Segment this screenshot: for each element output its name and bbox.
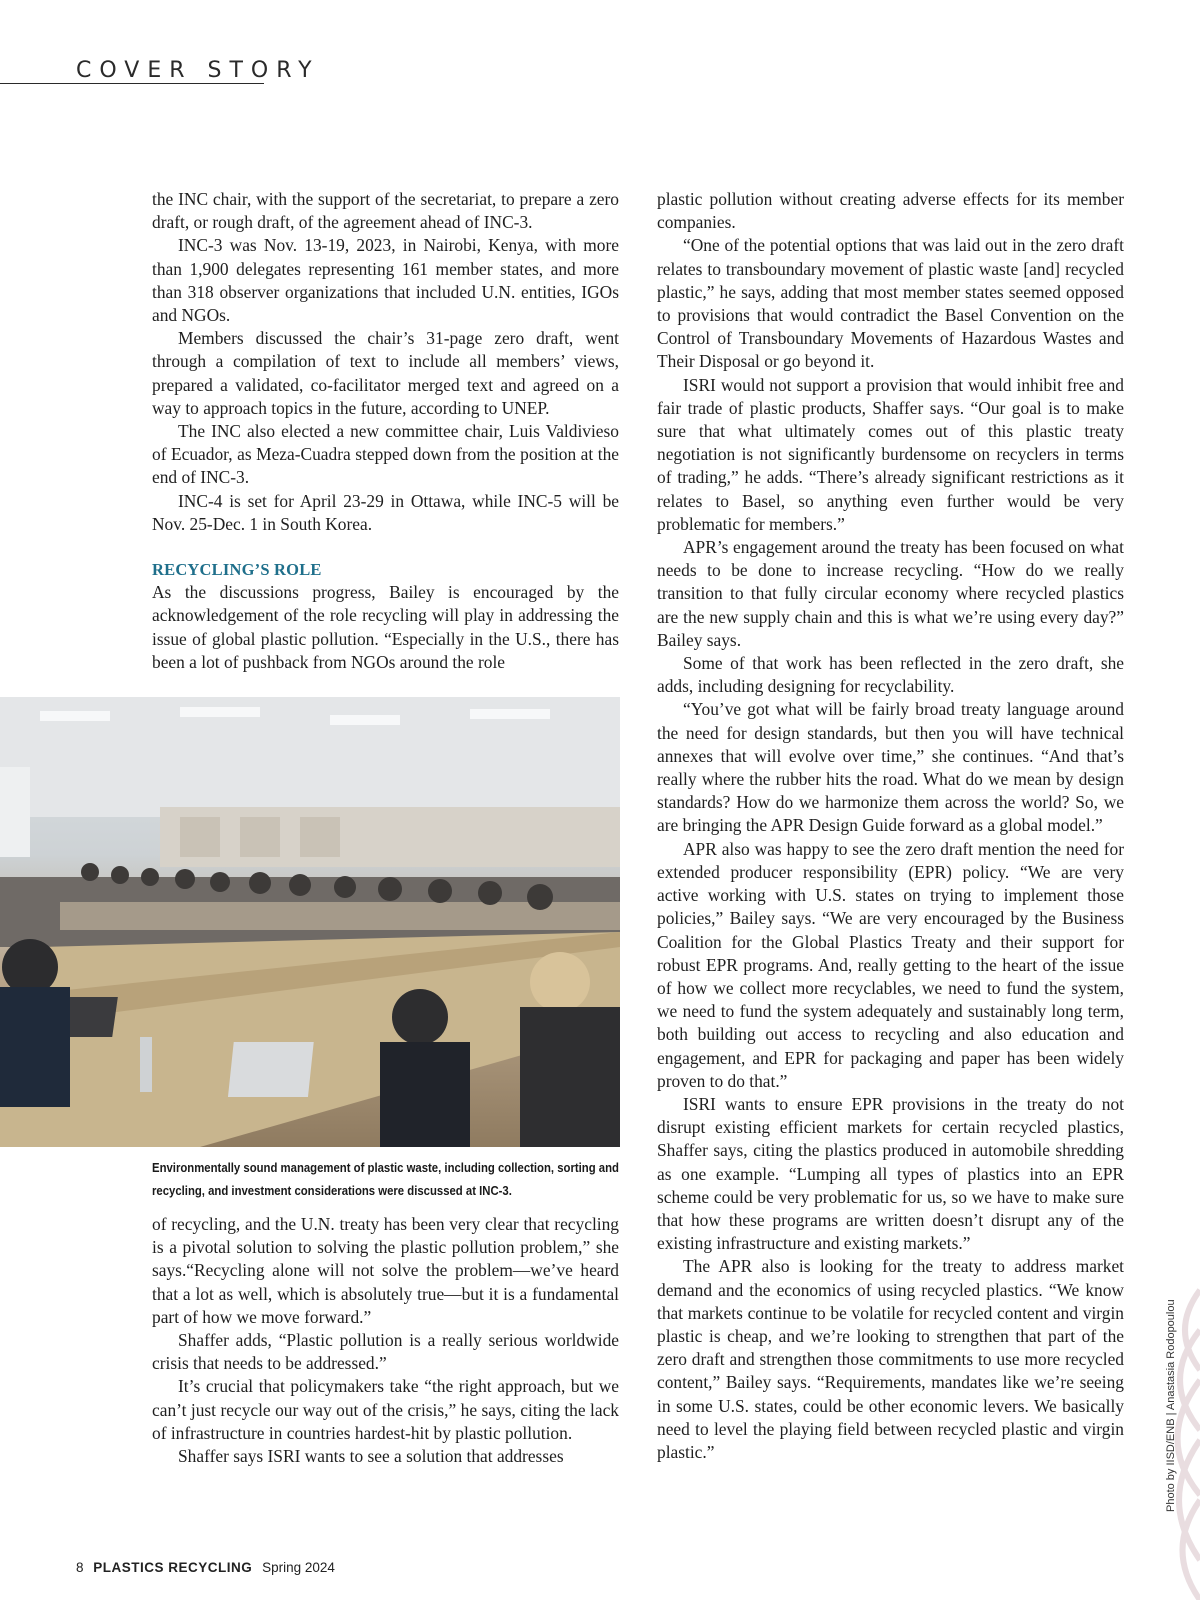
paragraph: Shaffer adds, “Plastic pollution is a really serious worldwide crisis that needs to be addressed.” — [152, 1330, 619, 1374]
paragraph: APR also was happy to see the zero draft mention the need for extended producer responsibility (EPR) policy. “We are very active working with U.S. states on trying to implement those policies,” Bailey says. “We are very encouraged by the Business Coalition for the Global Plastics Treaty and their support for robust EPR programs. And, really getting to the heart of the issue of how we collect more recyclables, we need to fund the system, we need to fund the system adequately and sustainably long term, both building out access to recycling and also education and engagement, and EPR for packaging and paper has been widely proven to do that.” — [657, 838, 1124, 1091]
photo-credit: Photo by IISD/ENB | Anastasia Rodopoulou — [1165, 1299, 1177, 1512]
conference-photo-illustration — [0, 697, 620, 1147]
paragraph: of recycling, and the U.N. treaty has been very clear that recycling is a pivotal solution to solving the plastic pollution problem,” she says.“Recycling alone will not solve the problem—we’ve heard that a lot as well, which is absolutely true—but it is a fundamental part of how we move forward.” — [152, 1214, 619, 1327]
paragraph: INC-3 was Nov. 13-19, 2023, in Nairobi, Kenya, with more than 1,900 delegates representing 161 member states, and more than 318 observer organizations that included U.N. entities, IGOs and NGOs. — [152, 235, 619, 326]
paragraph: As the discussions progress, Bailey is encouraged by the acknowledgement of the role recycling will play in addressing the issue of global plastic pollution. “Especially in the U.S., there has been a lot of pushback from NGOs around the role — [152, 582, 619, 672]
paragraph: plastic pollution without creating adverse effects for its member companies. — [657, 189, 1124, 233]
paragraph: Shaffer says ISRI wants to see a solution that addresses — [178, 1446, 564, 1467]
paragraph: APR’s engagement around the treaty has been focused on what needs to be done to increase recycling. “How do we really transition to that fully circular economy where recycled plastics are the new supply chain and this is what we’re using every day?” Bailey says. — [657, 537, 1124, 650]
paragraph: ISRI would not support a provision that would inhibit free and fair trade of plastic products, Shaffer says. “Our goal is to make sure that what ultimately comes out of this plastic treaty negotiation is not significantly burdensome on recyclers in terms of trading,” he adds. “There’s already significant restrictions as it relates to Basel, so anything even further would be very problematic for members.” — [657, 374, 1124, 534]
left-column-lower — [152, 1213, 619, 1468]
issue-date: Spring 2024 — [262, 1560, 335, 1575]
conference-photo — [0, 697, 620, 1147]
publication-name: PLASTICS RECYCLING — [93, 1560, 253, 1575]
paragraph: Some of that work has been reflected in the zero draft, she adds, including designing for recyclability. — [657, 653, 1124, 697]
paragraph: “One of the potential options that was laid out in the zero draft relates to transboundary movement of plastic waste [and] recycled plastic,” he says, adding that most member states seemed opposed to provisions that would contradict the Basel Convention on the Control of Transboundary Movements of Hazardous Wastes and Their Disposal or go beyond it. — [657, 235, 1124, 372]
decorative-feather-graphic — [1150, 1270, 1200, 1600]
right-column — [657, 188, 1124, 1464]
paragraph: the INC chair, with the support of the secretariat, to prepare a zero draft, or rough draft, of the agreement ahead of INC-3. — [152, 189, 619, 233]
paragraph: The APR also is looking for the treaty to address market demand and the economics of using recycled plastics. “We know that markets continue to be volatile for recycled content and virgin plastic is cheap, and we’re looking to strengthen that part of the zero draft and strengthen those commitments to use more recycled content,” Bailey says. “Requirements, mandates like we’re seeing in some U.S. states, could be other economic levers. We basically need to level the playing field between recycled plastic and virgin plastic.” — [657, 1256, 1124, 1462]
photo-caption: Environmentally sound management of plastic waste, including collection, sorting and recycling, and investment considerations were discussed at INC-3. — [152, 1160, 619, 1198]
paragraph: The INC also elected a new committee chair, Luis Valdivieso of Ecuador, as Meza-Cuadra stepped down from the position at the end of INC-3. — [152, 421, 619, 488]
page-number: 8 — [76, 1560, 84, 1575]
left-column — [152, 188, 619, 674]
paragraph: INC-4 is set for April 23-29 in Ottawa, while INC-5 will be Nov. 25-Dec. 1 in South Korea. — [152, 490, 619, 534]
paragraph: Members discussed the chair’s 31-page zero draft, went through a compilation of text to include all members’ views, prepared a validated, co-facilitator merged text and agreed on a way to approach topics in the future, according to UNEP. — [152, 328, 619, 418]
paragraph: ISRI wants to ensure EPR provisions in the treaty do not disrupt existing efficient markets for certain recycled plastics, Shaffer says, citing the plastics produced in automobile shredding as one example. “Lumping all types of plastics into an EPR scheme could be very problematic for us, so we have to make sure that how these programs are written doesn’t disrupt any of the existing infrastructure and existing markets.” — [657, 1093, 1124, 1254]
page-footer — [76, 1560, 335, 1575]
paragraph: It’s crucial that policymakers take “the right approach, but we can’t just recycle our way out of the crisis,” he says, citing the lack of infrastructure in countries hardest-hit by plastic pollution. — [152, 1376, 619, 1443]
section-rule — [0, 83, 264, 84]
section-label: COVER STORY — [76, 58, 320, 83]
paragraph: “You’ve got what will be fairly broad treaty language around the need for design standards, but then you will have technical annexes that will evolve over time,” she continues. “And that’s really where the rubber hits the road. What do we mean by design standards? How do we harmonize them across the world? So, we are bringing the APR Design Guide forward as a global model.” — [657, 699, 1124, 836]
subhead: RECYCLING’S ROLE — [152, 560, 322, 580]
